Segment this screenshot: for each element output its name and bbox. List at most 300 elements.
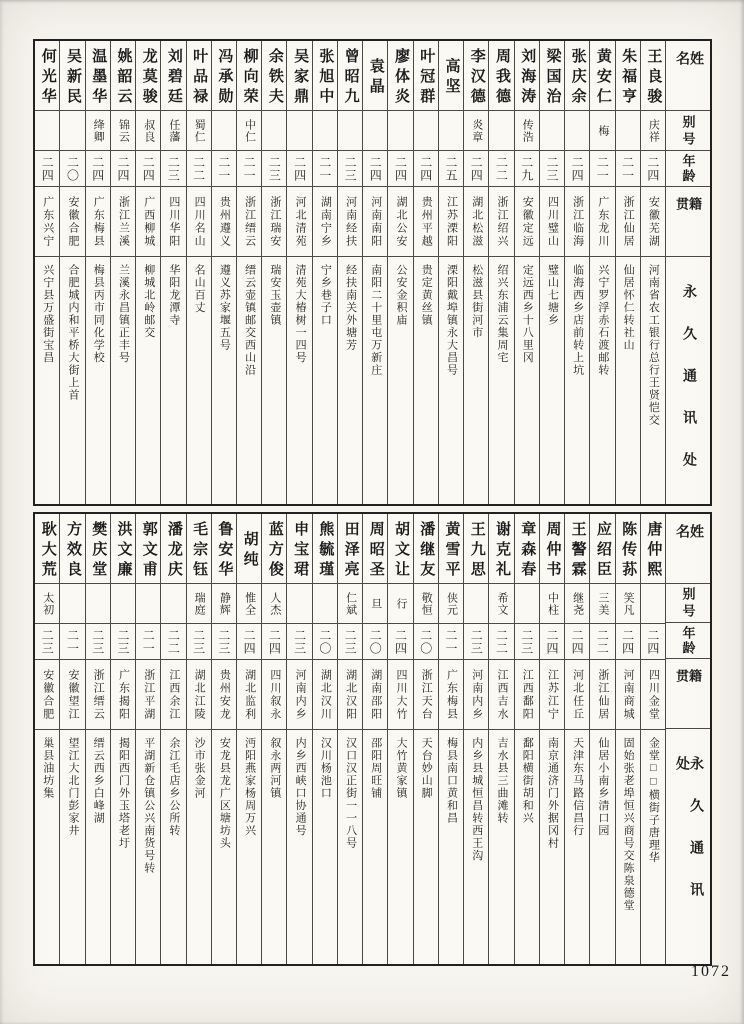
entry-native-place-text: 四川金堂 bbox=[647, 668, 660, 721]
entry-native-place-text: 河南商城 bbox=[622, 668, 635, 721]
entry-address-text: 邵阳周旺铺 bbox=[369, 737, 382, 800]
entry-address-cell bbox=[262, 257, 286, 504]
entry-name-text: 廖体炎 bbox=[393, 47, 410, 108]
entry-name-cell bbox=[262, 514, 286, 584]
entry-address-text: 定远西乡十八里冈 bbox=[521, 264, 534, 364]
entry-name-text: 刘海涛 bbox=[519, 47, 536, 108]
entry-age-cell bbox=[187, 624, 211, 660]
entry-native-place-cell bbox=[363, 187, 387, 257]
entry-address-cell bbox=[540, 257, 564, 504]
entry-alias-cell bbox=[86, 584, 110, 624]
entry-alias-cell bbox=[161, 584, 185, 624]
directory-entry-column bbox=[211, 41, 236, 504]
directory-entry-column bbox=[135, 514, 160, 964]
entry-age-cell bbox=[313, 151, 337, 187]
entry-age-text: 二四 bbox=[418, 155, 433, 182]
entry-address-cell bbox=[565, 257, 589, 504]
entry-name-cell bbox=[489, 514, 513, 584]
entry-address-text: 梅县南口黄和昌 bbox=[445, 737, 458, 825]
entry-native-place-cell bbox=[439, 187, 463, 257]
entry-name-cell bbox=[565, 514, 589, 584]
entry-address-text: 临海西乡店前转上坑 bbox=[571, 264, 584, 377]
entry-alias-cell bbox=[161, 111, 185, 151]
directory-entry-column bbox=[488, 514, 513, 964]
entry-native-place-text: 江西余江 bbox=[167, 668, 180, 721]
entry-native-place-cell bbox=[86, 660, 110, 730]
entry-native-place-text: 河南内乡 bbox=[470, 668, 483, 721]
entry-age-cell bbox=[313, 624, 337, 660]
entry-name-text: 李汉德 bbox=[468, 47, 485, 108]
entry-alias-cell bbox=[86, 111, 110, 151]
entry-alias-cell bbox=[388, 111, 412, 151]
entry-name-cell bbox=[338, 514, 362, 584]
entry-address-cell bbox=[590, 730, 614, 964]
directory-entry-column bbox=[539, 41, 564, 504]
entry-alias-cell bbox=[565, 111, 589, 151]
entry-name-cell bbox=[86, 41, 110, 111]
entry-age-text: 二一 bbox=[317, 155, 332, 182]
entry-name-text: 王九思 bbox=[468, 520, 485, 581]
entry-address-text: 沙市张金河 bbox=[193, 737, 206, 800]
entry-name-cell bbox=[388, 41, 412, 111]
entry-address-text: 揭阳西门外玉塔老圩 bbox=[117, 737, 130, 850]
entry-name-cell bbox=[616, 41, 640, 111]
entry-address-text: 固始张老埠恒兴商号交陈泉德堂 bbox=[622, 737, 635, 912]
entry-alias-text: 人杰 bbox=[268, 591, 281, 616]
entry-age-text: 二四 bbox=[242, 628, 257, 655]
entry-native-place-text: 广东梅县 bbox=[445, 668, 458, 721]
entry-address-text: 柳城北岭邮交 bbox=[142, 264, 155, 339]
entry-age-text: 二四 bbox=[141, 155, 156, 182]
entry-native-place-cell bbox=[616, 187, 640, 257]
entry-name-cell bbox=[287, 514, 311, 584]
entry-age-cell bbox=[136, 151, 160, 187]
entry-native-place-text: 广东龙川 bbox=[596, 195, 609, 248]
entry-native-place-cell bbox=[237, 660, 261, 730]
entry-address-cell bbox=[414, 730, 438, 964]
entry-alias-cell bbox=[60, 584, 84, 624]
entry-address-text: 沔阳燕家杨周万兴 bbox=[243, 737, 256, 837]
entry-native-place-cell bbox=[388, 187, 412, 257]
entry-name-text: 王謷霖 bbox=[569, 520, 586, 581]
entry-native-place-cell bbox=[60, 187, 84, 257]
entry-age-text: 二三 bbox=[544, 155, 559, 182]
entry-alias-text: 任藩 bbox=[167, 118, 180, 143]
directory-entry-column bbox=[312, 41, 337, 504]
entry-age-text: 二一 bbox=[242, 155, 257, 182]
entry-alias-cell bbox=[590, 111, 614, 151]
header-age-cell bbox=[666, 623, 710, 659]
entry-alias-cell bbox=[187, 584, 211, 624]
entry-address-text: 巢县油坊集 bbox=[41, 737, 54, 800]
entry-name-text: 袁晶 bbox=[367, 57, 384, 98]
entry-age-text: 二四 bbox=[115, 155, 130, 182]
entry-address-text: 南阳二十里屯万新庄 bbox=[369, 264, 382, 377]
directory-entry-column bbox=[59, 41, 84, 504]
entry-name-cell bbox=[590, 41, 614, 111]
directory-entry-column bbox=[640, 514, 665, 964]
entry-name-cell bbox=[136, 514, 160, 584]
entry-alias-cell bbox=[464, 111, 488, 151]
entry-age-text: 二三 bbox=[40, 628, 55, 655]
entry-age-text: 二一 bbox=[65, 628, 80, 655]
header-age-label: 年龄 bbox=[680, 625, 696, 656]
entry-name-text: 樊庆堂 bbox=[90, 520, 107, 581]
entry-address-text: 天津东马路信昌行 bbox=[571, 737, 584, 837]
entry-address-text: 绍兴东浦云集周宅 bbox=[495, 264, 508, 364]
header-age-label: 年龄 bbox=[680, 153, 696, 184]
entry-age-cell bbox=[641, 151, 665, 187]
entry-address-cell bbox=[313, 730, 337, 964]
entry-address-cell bbox=[515, 257, 539, 504]
header-column bbox=[665, 514, 710, 964]
entry-age-cell bbox=[60, 151, 84, 187]
entry-alias-cell bbox=[388, 584, 412, 624]
entry-name-cell bbox=[641, 514, 665, 584]
directory-entry-column bbox=[236, 514, 261, 964]
entry-address-cell bbox=[161, 257, 185, 504]
entry-name-text: 陈传荪 bbox=[620, 520, 637, 581]
entry-name-text: 冯承勋 bbox=[216, 47, 233, 108]
directory-entry-column bbox=[413, 514, 438, 964]
entry-alias-text: 仁斌 bbox=[344, 591, 357, 616]
entry-address-text: 叙永两河镇 bbox=[268, 737, 281, 800]
entry-address-cell bbox=[35, 257, 59, 504]
entry-age-cell bbox=[338, 151, 362, 187]
entry-age-text: 二四 bbox=[645, 628, 660, 655]
entry-age-cell bbox=[363, 151, 387, 187]
entry-alias-cell bbox=[363, 111, 387, 151]
entry-age-text: 二三 bbox=[191, 628, 206, 655]
entry-alias-cell bbox=[313, 111, 337, 151]
entry-alias-cell bbox=[439, 111, 463, 151]
entry-age-text: 二四 bbox=[645, 155, 660, 182]
entry-name-cell bbox=[489, 41, 513, 111]
entry-alias-cell bbox=[489, 584, 513, 624]
entry-alias-text: 惟全 bbox=[243, 591, 256, 616]
entry-age-text: 二四 bbox=[544, 628, 559, 655]
entry-native-place-text: 四川华阳 bbox=[167, 195, 180, 248]
entry-name-text: 朱福亨 bbox=[620, 47, 637, 108]
entry-address-cell bbox=[60, 257, 84, 504]
entry-name-text: 耿大荒 bbox=[39, 520, 56, 581]
directory-entry-column bbox=[362, 514, 387, 964]
directory-entry-column bbox=[211, 514, 236, 964]
entry-address-text: 平湖新仓镇公兴南货号转 bbox=[142, 737, 155, 875]
directory-entry-column bbox=[640, 41, 665, 504]
entry-address-cell bbox=[439, 730, 463, 964]
entry-name-text: 胡纯 bbox=[241, 530, 258, 571]
header-address-cell bbox=[666, 729, 710, 964]
directory-entry-column bbox=[589, 41, 614, 504]
entry-age-cell bbox=[35, 151, 59, 187]
entry-address-cell bbox=[262, 730, 286, 964]
entry-name-cell bbox=[363, 41, 387, 111]
entry-name-text: 周我德 bbox=[493, 47, 510, 108]
entry-native-place-text: 贵州安龙 bbox=[218, 668, 231, 721]
entry-native-place-cell bbox=[641, 660, 665, 730]
entry-name-text: 田泽亮 bbox=[342, 520, 359, 581]
entry-native-place-cell bbox=[338, 187, 362, 257]
entry-name-text: 蓝方俊 bbox=[266, 520, 283, 581]
entry-alias-text: 旦 bbox=[369, 597, 382, 610]
entry-name-text: 章森春 bbox=[519, 520, 536, 581]
entry-native-place-cell bbox=[414, 660, 438, 730]
entry-alias-cell bbox=[237, 584, 261, 624]
entry-alias-cell bbox=[313, 584, 337, 624]
entry-name-cell bbox=[86, 514, 110, 584]
entry-name-cell bbox=[641, 41, 665, 111]
directory-entry-column bbox=[337, 514, 362, 964]
entry-native-place-text: 浙江仙居 bbox=[596, 668, 609, 721]
entry-address-text: 贵定黄丝镇 bbox=[420, 264, 433, 327]
entry-address-cell bbox=[60, 730, 84, 964]
entry-age-text: 二〇 bbox=[317, 628, 332, 655]
entry-native-place-cell bbox=[388, 660, 412, 730]
entry-name-text: 谢克礼 bbox=[493, 520, 510, 581]
header-column bbox=[665, 41, 710, 504]
entry-alias-text: 敬恒 bbox=[420, 591, 433, 616]
entry-name-text: 应绍臣 bbox=[594, 520, 611, 581]
entry-age-text: 二三 bbox=[469, 628, 484, 655]
header-native-place-label: 籍贯 bbox=[674, 669, 702, 701]
entry-name-text: 周仲书 bbox=[544, 520, 561, 581]
entry-name-text: 刘碧廷 bbox=[165, 47, 182, 108]
directory-entry-column bbox=[615, 514, 640, 964]
directory-entry-column bbox=[186, 514, 211, 964]
entry-native-place-cell bbox=[136, 660, 160, 730]
entry-alias-cell bbox=[641, 584, 665, 624]
directory-entry-column bbox=[589, 514, 614, 964]
header-native-place-cell bbox=[666, 659, 710, 729]
entry-native-place-text: 贵州平越 bbox=[420, 195, 433, 248]
entry-age-text: 二一 bbox=[620, 155, 635, 182]
entry-alias-cell bbox=[212, 111, 236, 151]
entry-native-place-cell bbox=[287, 660, 311, 730]
entry-name-cell bbox=[35, 41, 59, 111]
directory-entry-column bbox=[312, 514, 337, 964]
entry-name-text: 柳向荣 bbox=[241, 47, 258, 108]
entry-age-cell bbox=[540, 151, 564, 187]
entry-name-text: 毛宗钰 bbox=[191, 520, 208, 581]
entry-age-text: 二四 bbox=[469, 155, 484, 182]
entry-native-place-text: 河北清苑 bbox=[294, 195, 307, 248]
entry-address-cell bbox=[464, 730, 488, 964]
entry-age-text: 二〇 bbox=[418, 628, 433, 655]
entry-name-text: 方效良 bbox=[64, 520, 81, 581]
directory-entry-column bbox=[387, 41, 412, 504]
entry-native-place-cell bbox=[35, 660, 59, 730]
entry-age-text: 二四 bbox=[570, 155, 585, 182]
entry-native-place-text: 贵州遵义 bbox=[218, 195, 231, 248]
entry-native-place-text: 湖北监利 bbox=[243, 668, 256, 721]
header-age-cell bbox=[666, 151, 710, 187]
entry-name-text: 唐仲熙 bbox=[645, 520, 662, 581]
entry-native-place-text: 广东兴宁 bbox=[41, 195, 54, 248]
entry-age-text: 二〇 bbox=[368, 628, 383, 655]
entry-name-cell bbox=[111, 41, 135, 111]
entry-age-cell bbox=[590, 624, 614, 660]
entry-address-text: 汉川杨池口 bbox=[319, 737, 332, 800]
entry-address-cell bbox=[136, 730, 160, 964]
entry-age-cell bbox=[565, 151, 589, 187]
entry-native-place-cell bbox=[616, 660, 640, 730]
entry-name-cell bbox=[60, 514, 84, 584]
entry-alias-text: 中仁 bbox=[243, 118, 256, 143]
entry-address-text: 宁乡巷子口 bbox=[319, 264, 332, 327]
entry-native-place-text: 安徽合肥 bbox=[41, 668, 54, 721]
entry-age-cell bbox=[641, 624, 665, 660]
entry-alias-text: 梅 bbox=[596, 124, 609, 137]
entry-name-cell bbox=[590, 514, 614, 584]
entry-alias-cell bbox=[287, 584, 311, 624]
entry-alias-cell bbox=[616, 584, 640, 624]
entry-age-text: 二四 bbox=[368, 155, 383, 182]
entry-address-cell bbox=[363, 730, 387, 964]
entry-age-cell bbox=[590, 151, 614, 187]
entry-name-text: 黄雪平 bbox=[443, 520, 460, 581]
entry-native-place-text: 河北任丘 bbox=[571, 668, 584, 721]
entry-native-place-cell bbox=[489, 660, 513, 730]
entry-alias-text: 希文 bbox=[495, 591, 508, 616]
entry-native-place-text: 安徽合肥 bbox=[66, 195, 79, 248]
entry-address-text: 汉口汉正街一一八号 bbox=[344, 737, 357, 850]
entry-native-place-text: 湖北汉阳 bbox=[344, 668, 357, 721]
entry-age-cell bbox=[616, 151, 640, 187]
entry-address-cell bbox=[388, 257, 412, 504]
entry-address-text: 遵义苏家堰五号 bbox=[218, 264, 231, 352]
entry-age-text: 二三 bbox=[216, 628, 231, 655]
entry-alias-cell bbox=[187, 111, 211, 151]
entry-name-text: 吴家鼎 bbox=[292, 47, 309, 108]
directory-entry-column bbox=[135, 41, 160, 504]
directory-entry-column bbox=[463, 514, 488, 964]
entry-age-cell bbox=[86, 624, 110, 660]
directory-entry-column bbox=[261, 41, 286, 504]
entry-native-place-text: 河南内乡 bbox=[294, 668, 307, 721]
entry-name-cell bbox=[161, 41, 185, 111]
entry-address-text: 缙云西乡白峰湖 bbox=[92, 737, 105, 825]
entry-native-place-cell bbox=[313, 660, 337, 730]
entry-name-text: 潘继友 bbox=[418, 520, 435, 581]
entry-age-text: 二三 bbox=[343, 628, 358, 655]
entry-address-text: 公安金积庙 bbox=[395, 264, 408, 327]
entry-name-text: 胡文让 bbox=[393, 520, 410, 581]
entry-address-cell bbox=[540, 730, 564, 964]
entry-alias-cell bbox=[464, 584, 488, 624]
entry-alias-cell bbox=[363, 584, 387, 624]
entry-age-text: 二四 bbox=[393, 155, 408, 182]
entry-age-cell bbox=[338, 624, 362, 660]
entry-name-text: 潘龙庆 bbox=[165, 520, 182, 581]
entry-address-cell bbox=[35, 730, 59, 964]
entry-alias-text: 瑞庭 bbox=[193, 591, 206, 616]
entry-native-place-text: 江西吉水 bbox=[495, 668, 508, 721]
entry-address-cell bbox=[111, 257, 135, 504]
entry-age-text: 二二 bbox=[191, 155, 206, 182]
entry-age-cell bbox=[363, 624, 387, 660]
entry-alias-cell bbox=[616, 111, 640, 151]
directory-entry-column bbox=[564, 41, 589, 504]
entry-name-cell bbox=[111, 514, 135, 584]
entry-alias-text: 叔良 bbox=[142, 118, 155, 143]
entry-age-cell bbox=[237, 624, 261, 660]
entry-age-text: 二四 bbox=[393, 628, 408, 655]
entry-address-text: 仙居小南乡清口园 bbox=[596, 737, 609, 837]
entry-native-place-cell bbox=[540, 660, 564, 730]
entry-alias-cell bbox=[540, 111, 564, 151]
entry-alias-cell bbox=[489, 111, 513, 151]
entry-address-text: 松滋县街河市 bbox=[470, 264, 483, 339]
entry-age-cell bbox=[439, 151, 463, 187]
entry-age-text: 二四 bbox=[40, 155, 55, 182]
entry-address-text: 璧山七塘乡 bbox=[546, 264, 559, 327]
entry-age-text: 二四 bbox=[570, 628, 585, 655]
entry-age-text: 二四 bbox=[620, 628, 635, 655]
entry-age-text: 二三 bbox=[115, 628, 130, 655]
entry-native-place-cell bbox=[313, 187, 337, 257]
entry-native-place-cell bbox=[515, 187, 539, 257]
entry-address-cell bbox=[590, 257, 614, 504]
entry-address-cell bbox=[237, 730, 261, 964]
entry-native-place-cell bbox=[262, 187, 286, 257]
entry-address-text: 清苑大椿树一四号 bbox=[294, 264, 307, 364]
entry-age-text: 二四 bbox=[90, 155, 105, 182]
entry-age-text: 二五 bbox=[444, 155, 458, 182]
header-address-label: 永久通讯处 bbox=[681, 284, 696, 494]
entry-address-text: 经扶南关外塘芳 bbox=[344, 264, 357, 352]
entry-name-cell bbox=[414, 514, 438, 584]
entry-alias-text: 庆祥 bbox=[647, 118, 660, 143]
entry-age-text: 二四 bbox=[267, 628, 282, 655]
entry-address-cell bbox=[489, 730, 513, 964]
entry-native-place-text: 浙江缙云 bbox=[243, 195, 256, 248]
directory-entry-column bbox=[362, 41, 387, 504]
entry-age-text: 二四 bbox=[292, 155, 307, 182]
entry-name-cell bbox=[212, 41, 236, 111]
entry-native-place-cell bbox=[111, 660, 135, 730]
entry-age-cell bbox=[262, 151, 286, 187]
directory-entry-column bbox=[35, 41, 59, 504]
entry-age-text: 二一 bbox=[141, 628, 156, 655]
entry-address-text: 南京通济门外据冈村 bbox=[546, 737, 559, 850]
header-alias-cell bbox=[666, 584, 710, 624]
entry-name-text: 何光华 bbox=[39, 47, 56, 108]
entry-native-place-cell bbox=[35, 187, 59, 257]
entry-name-text: 曾昭九 bbox=[342, 47, 359, 108]
entry-address-text: 兰溪永昌镇正丰号 bbox=[117, 264, 130, 364]
entry-age-cell bbox=[237, 151, 261, 187]
directory-entry-column bbox=[110, 41, 135, 504]
directory-entry-column bbox=[514, 41, 539, 504]
entry-address-cell bbox=[111, 730, 135, 964]
entry-alias-text: 笑凡 bbox=[622, 591, 635, 616]
entry-name-cell bbox=[237, 41, 261, 111]
entry-alias-cell bbox=[515, 111, 539, 151]
entry-address-text: 余江毛店乡公所转 bbox=[167, 737, 180, 837]
entry-age-cell bbox=[111, 151, 135, 187]
entry-address-cell bbox=[161, 730, 185, 964]
entry-address-text: 大竹黄家镇 bbox=[395, 737, 408, 800]
entry-native-place-text: 浙江缙云 bbox=[92, 668, 105, 721]
entry-native-place-cell bbox=[439, 660, 463, 730]
entry-age-text: 二一 bbox=[216, 155, 231, 182]
entry-name-cell bbox=[464, 41, 488, 111]
entry-native-place-text: 江西鄱阳 bbox=[521, 668, 534, 721]
entry-alias-cell bbox=[590, 584, 614, 624]
entry-age-cell bbox=[464, 151, 488, 187]
entry-alias-cell bbox=[414, 584, 438, 624]
